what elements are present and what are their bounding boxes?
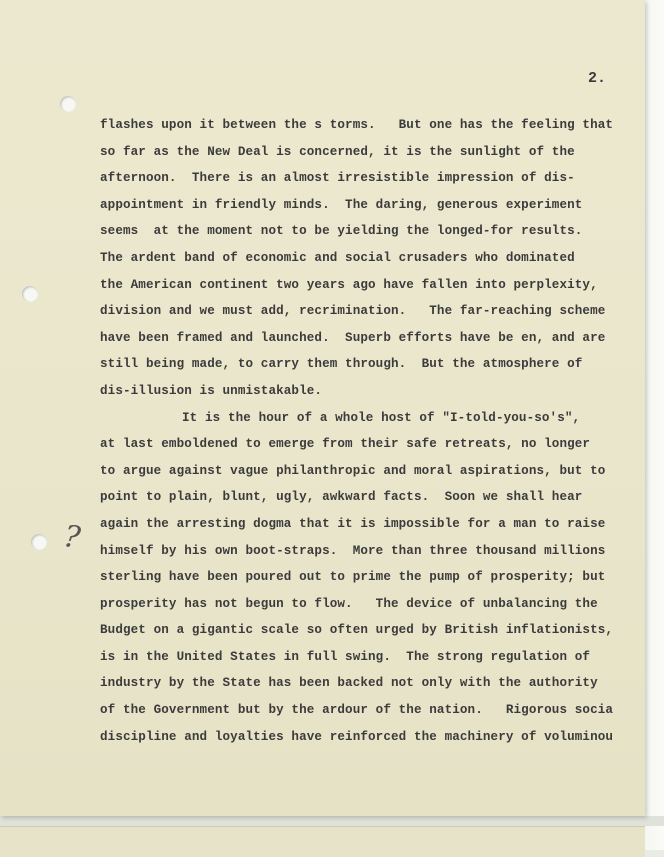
page-gap (0, 816, 664, 826)
text-line: industry by the State has been backed not only with the authority (100, 676, 598, 691)
text-line: division and we must add, recrimination. The far-reaching scheme (100, 304, 606, 319)
text-line: prosperity has not begun to flow. The device of unbalancing the (100, 596, 598, 611)
text-line: to argue against vague philanthropic and moral aspirations, but to (100, 463, 606, 478)
text-line: flashes upon it between the s torms. But one has the feeling that (100, 118, 614, 132)
text-line: still being made, to carry them through. But the atmosphere of (100, 357, 583, 372)
text-line: again the arresting dogma that it is impossible for a man to raise (100, 516, 606, 531)
text-line: is in the United States in full swing. The strong regulation of (100, 649, 591, 664)
text-line: so far as the New Deal is concerned, it is the sunlight of the (100, 144, 575, 159)
text-line: afternoon. There is an almost irresistible impression of dis- (100, 171, 575, 186)
body-text (100, 112, 640, 750)
punch-hole-top (60, 96, 76, 112)
punch-hole-bottom (31, 534, 47, 550)
next-page-edge (0, 826, 645, 857)
text-line: of the Government but by the ardour of the nation. Rigorous socia (100, 703, 614, 718)
text-line: Budget on a gigantic scale so often urged by British inflationists, (100, 623, 614, 638)
text-line: point to plain, blunt, ugly, awkward facts. Soon we shall hear (100, 490, 583, 505)
text-line: the American continent two years ago have fallen into perplexity, (100, 277, 598, 292)
text-line: sterling have been poured out to prime the pump of prosperity; but (100, 570, 606, 585)
page-number: 2. (588, 70, 607, 87)
text-line: himself by his own boot-straps. More than three thousand millions (100, 543, 606, 558)
text-line: dis-illusion is unmistakable. (100, 383, 323, 398)
text-line: appointment in friendly minds. The daring, generous experiment (100, 197, 583, 212)
text-line: seems at the moment not to be yielding the longed-for results. (100, 224, 583, 239)
handwritten-question-mark: ? (61, 519, 83, 556)
punch-hole-middle (22, 286, 38, 302)
text-line: at last emboldened to emerge from their safe retreats, no longer (100, 437, 591, 452)
text-line: discipline and loyalties have reinforced the machinery of voluminou (100, 729, 614, 744)
text-line: have been framed and launched. Superb efforts have be en, and are (100, 330, 606, 345)
paragraph-start-line: It is the hour of a whole host of "I-told-you-so's", (182, 410, 581, 425)
text-line: The ardent band of economic and social crusaders who dominated (100, 250, 575, 265)
